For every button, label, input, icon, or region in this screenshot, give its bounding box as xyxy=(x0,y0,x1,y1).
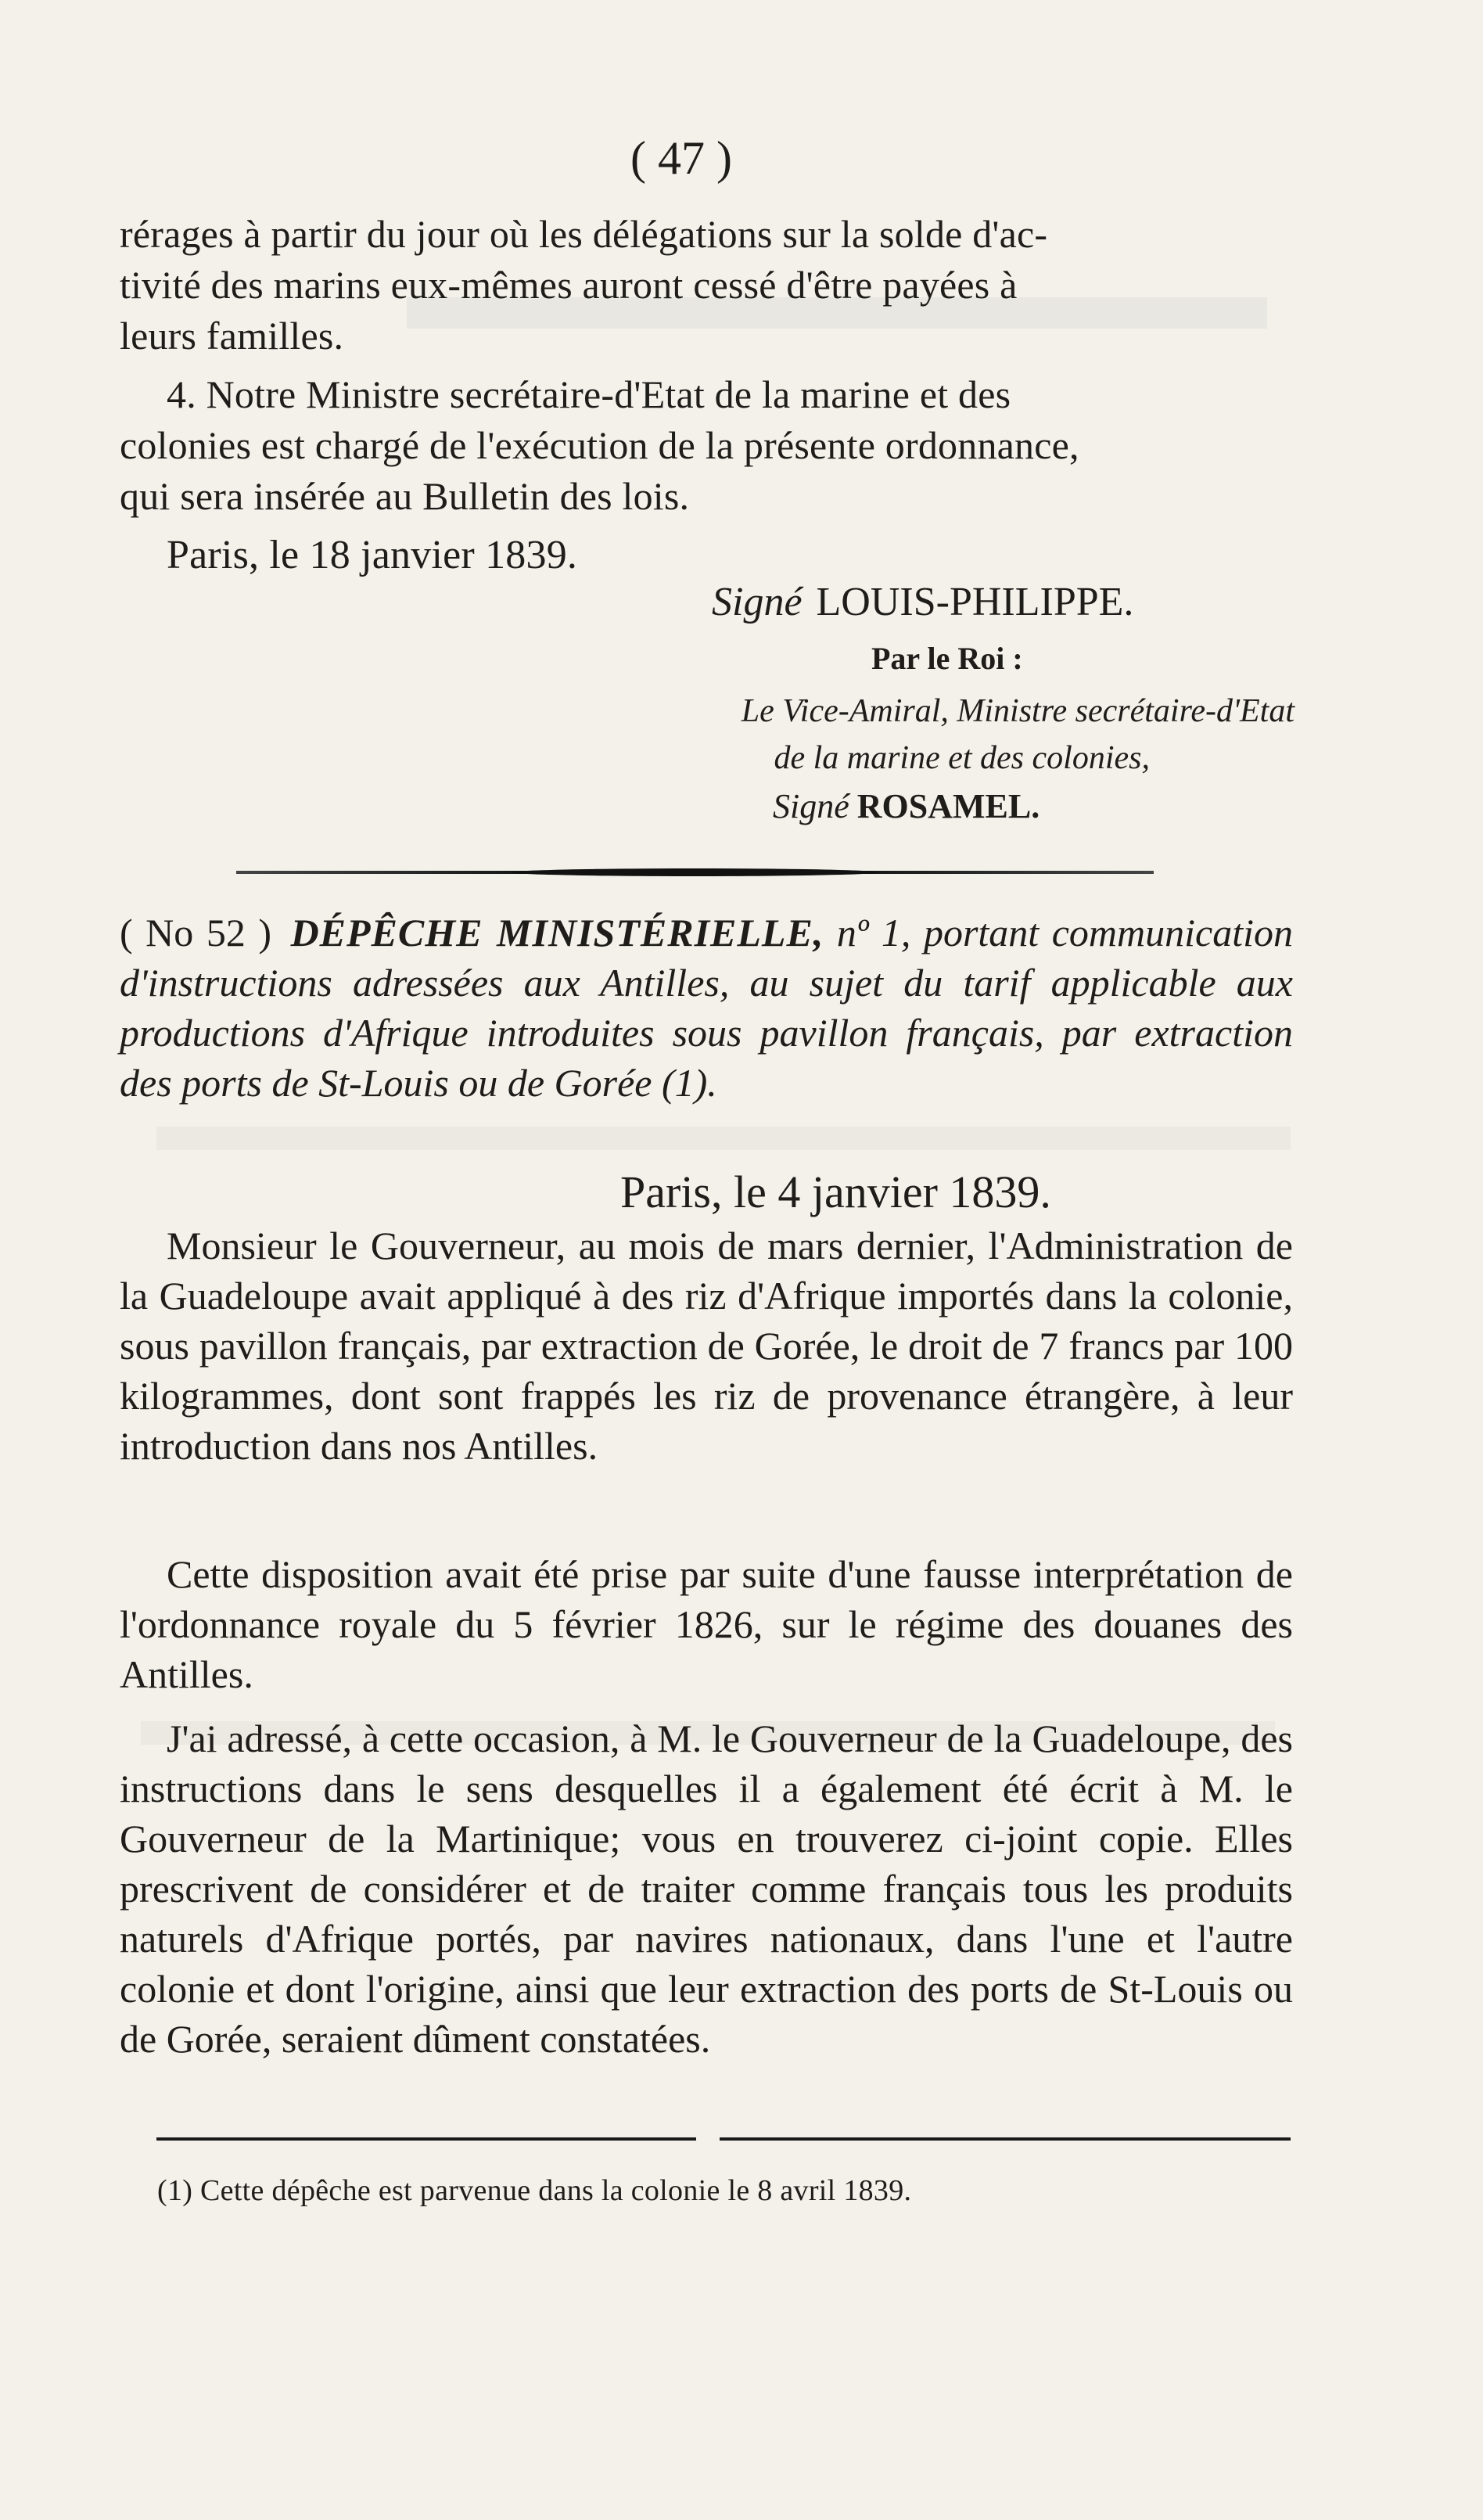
footnote-divider-right xyxy=(720,2137,1291,2141)
article-4-line: qui sera insérée au Bulletin des lois. xyxy=(120,474,690,518)
article-4-line: 4. Notre Ministre secrétaire-d'Etat de la marine et des xyxy=(167,372,1011,416)
minister-title-line: de la marine et des colonies, xyxy=(774,740,1150,776)
royal-signature xyxy=(712,579,1133,625)
minister-signature xyxy=(773,786,1040,826)
dispatch-heading xyxy=(120,908,1293,1108)
footnote: (1) Cette dépêche est parvenue dans la colonie le 8 avril 1839. xyxy=(157,2174,912,2207)
paragraph: J'ai adressé, à cette occasion, à M. le Gouverneur de la Guadeloupe, des instructions dans le sens desquelles il a également été écrit à M. le Gouverneur de la Martinique; vous en trouverez ci-joint copie. Elles prescrivent de considérer et de traiter comme français tous les produits naturels d'Afrique portés, par navires nationaux, dans l'une et l'autre colonie et dont l'origine, ainsi que leur extraction des ports de St-Louis ou de Gorée, seraient dûment constatées. xyxy=(120,1717,1293,2061)
dispatch-title: DÉPÊCHE MINISTÉRIELLE, xyxy=(290,911,824,954)
paragraph: Cette disposition avait été prise par suite d'une fausse interprétation de l'ordonnance royale du 5 février 1826, sur le régime des douanes des Antilles. xyxy=(120,1552,1293,1696)
dateline-january-4: Paris, le 4 janvier 1839. xyxy=(620,1167,1051,1217)
footnote-divider-left xyxy=(156,2137,696,2141)
article-4-line: colonies est chargé de l'exécution de la présente ordonnance, xyxy=(120,423,1079,467)
dispatch-number: ( No 52 ) xyxy=(120,911,272,954)
dateline-january-18: Paris, le 18 janvier 1839. xyxy=(167,533,578,577)
minister-name: ROSAMEL. xyxy=(856,787,1040,825)
section-divider xyxy=(236,871,1154,874)
signatory-name: LOUIS-PHILIPPE. xyxy=(816,580,1134,624)
by-the-king: Par le Roi : xyxy=(871,641,1023,676)
continuation-line: rérages à partir du jour où les délégations sur la solde d'ac- xyxy=(120,212,1048,256)
continuation-line: leurs familles. xyxy=(120,314,344,358)
continuation-line: tivité des marins eux-mêmes auront cessé d'être payées à xyxy=(120,263,1018,307)
dispatch-description: nº 1, portant communication d'instructions adressées aux Antilles, au sujet du tarif applicable aux productions d'Afrique introduites sous pavillon français, par extraction des ports de St-Louis ou de Gorée (1). xyxy=(120,911,1294,1105)
page-number: ( 47 ) xyxy=(630,132,732,184)
paragraph: Monsieur le Gouverneur, au mois de mars dernier, l'Administration de la Guadeloupe avait appliqué à des riz d'Afrique importés dans la colonie, sous pavillon français, par extraction de Gorée, le droit de 7 francs par 100 kilogrammes, dont sont frappés les riz de provenance étrangère, à leur introduction dans nos Antilles. xyxy=(120,1224,1293,1468)
minister-title-line: Le Vice-Amiral, Ministre secrétaire-d'Etat xyxy=(741,693,1294,729)
signed-word: Signé xyxy=(712,580,803,624)
signed-word: Signé xyxy=(773,787,849,825)
bleed-through-shadow xyxy=(156,1127,1291,1150)
